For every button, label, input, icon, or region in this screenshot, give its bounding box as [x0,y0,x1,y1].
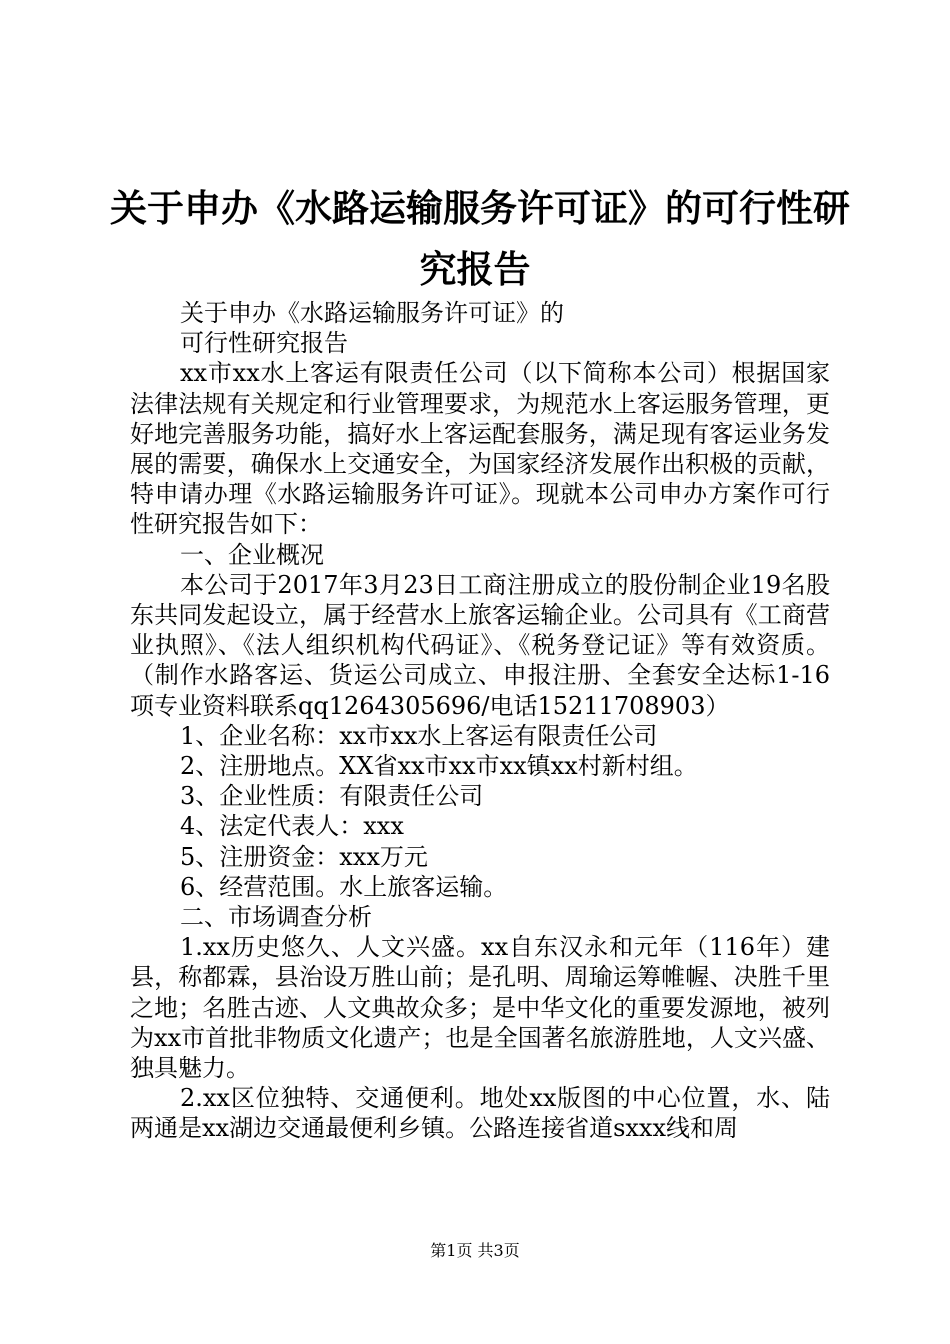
company-overview-paragraph: 本公司于2017年3月23日工商注册成立的股份制企业19名股东共同发起设立，属于经营水上旅客运输企业。公司具有《工商营业执照》、《法人组织机构代码证》、《税务登记证》等有效资质。（制作水路客运、货运公司成立、申报注册、全套安全达标1-16项专业资料联系qq1264305696/电话15211708903） [130,570,830,720]
list-item-company-type: 3、企业性质：有限责任公司 [180,782,484,811]
market-analysis-paragraph-2: 2.xx区位独特、交通便利。地处xx版图的中心位置，水、陆两通是xx湖边交通最便利乡镇。公路连接省道sxxx线和周 [130,1084,830,1143]
document-title-line-2: 究报告 [419,248,531,291]
subtitle-line-2: 可行性研究报告 [180,329,348,358]
list-item-legal-representative: 4、法定代表人：xxx [180,812,404,841]
section-heading-company-overview: 一、企业概况 [180,540,324,569]
subtitle-line-1: 关于申办《水路运输服务许可证》的 [180,299,564,327]
list-item-business-scope: 6、经营范围。水上旅客运输。 [180,872,508,901]
intro-paragraph: xx市xx水上客运有限责任公司（以下简称本公司）根据国家法律法规有关规定和行业管理要求，为规范水上客运服务管理，更好地完善服务功能，搞好水上客运配套服务，满足现有客运业务发展的需要，确保水上交通安全，为国家经济发展作出积极的贡献，特申请办理《水路运输服务许可证》。现就本公司申办方案作可行性研究报告如下： [130,359,830,539]
section-heading-market-analysis: 二、市场调查分析 [180,903,372,932]
page-number-footer: 第1页 共3页 [430,1241,520,1260]
document-title-line-1: 关于申办《水路运输服务许可证》的可行性研 [110,187,850,230]
market-analysis-paragraph-1: 1.xx历史悠久、人文兴盛。xx自东汉永和元年（116年）建县，称都霖，县治设万胜山前；是孔明、周瑜运筹帷幄、决胜千里之地；名胜古迹、人文典故众多；是中华文化的重要发源地，被列为xx市首批非物质文化遗产；也是全国著名旅游胜地，人文兴盛、独具魅力。 [130,933,830,1083]
list-item-company-name: 1、企业名称：xx市xx水上客运有限责任公司 [180,721,658,750]
list-item-registered-address: 2、注册地点。XX省xx市xx市xx镇xx村新村组。 [180,752,698,781]
document-body [130,298,830,1144]
list-item-registered-capital: 5、注册资金：xxx万元 [180,842,428,871]
